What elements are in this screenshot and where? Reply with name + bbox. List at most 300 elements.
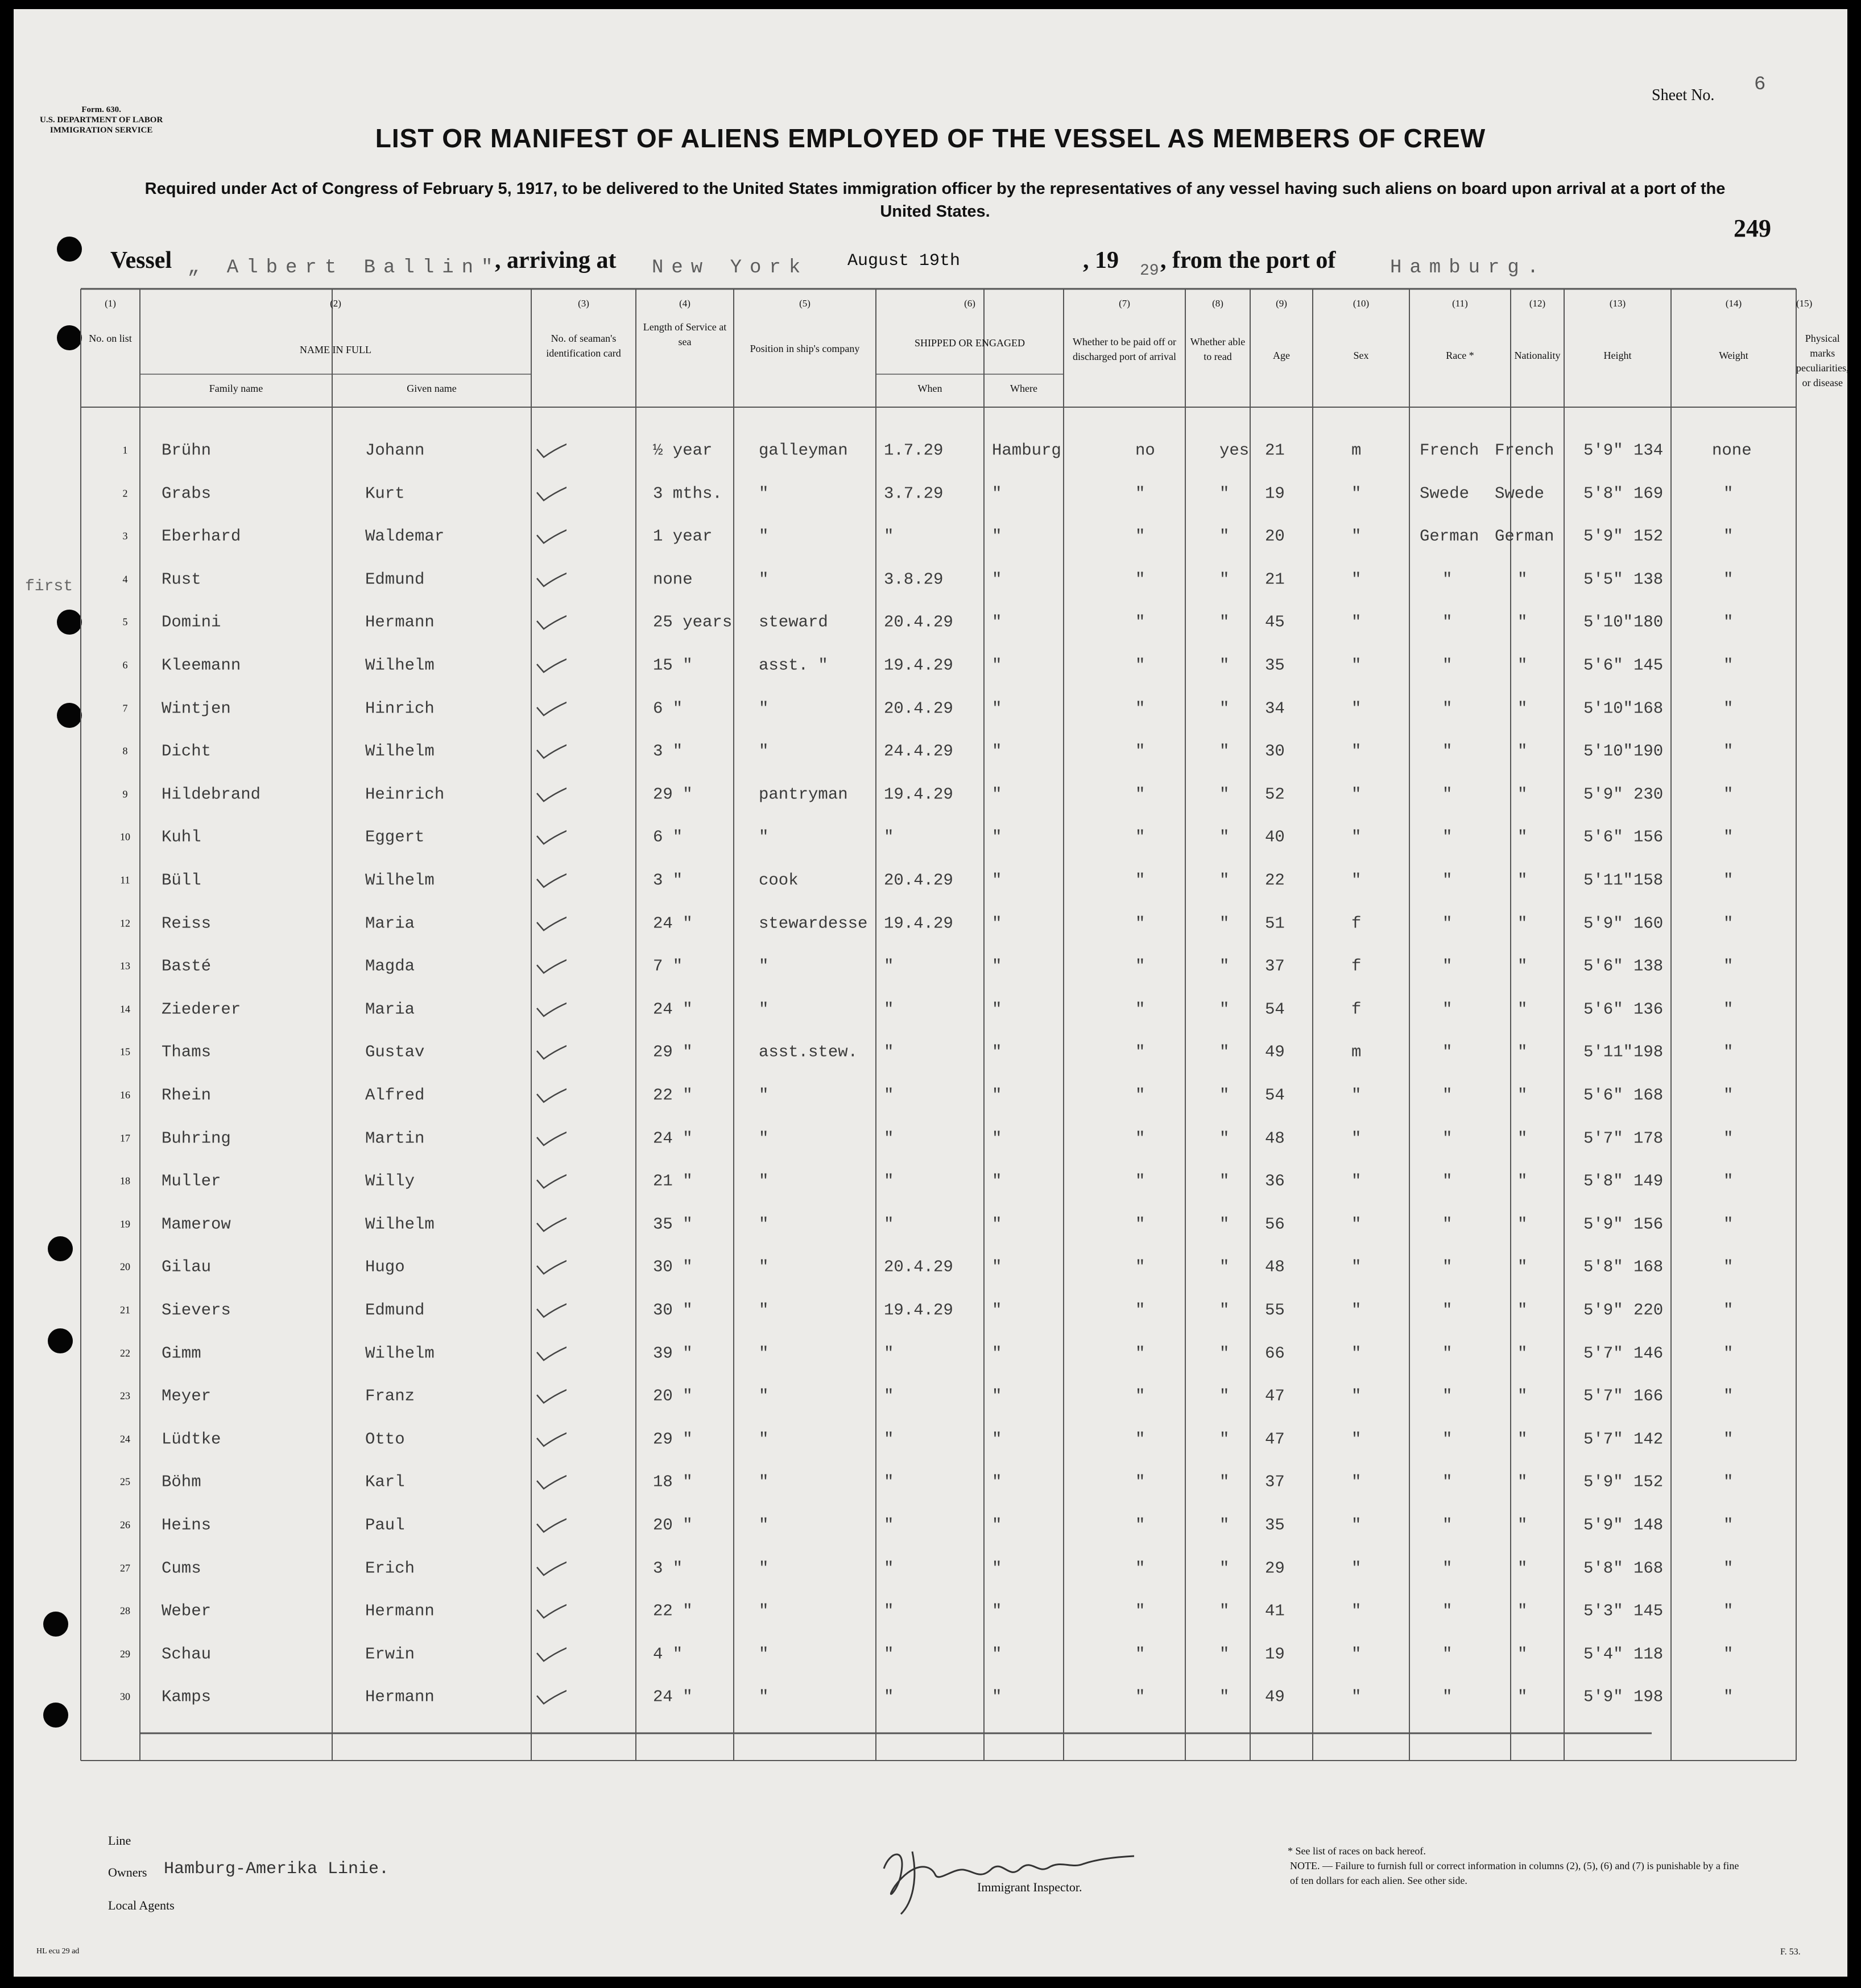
able-to-read-cell: " (1219, 1000, 1230, 1019)
able-to-read-cell: " (1219, 1042, 1230, 1062)
nationality-cell: " (1517, 1301, 1528, 1320)
check-mark-icon (532, 728, 566, 760)
row-number: 19 (120, 1218, 130, 1230)
position-cell: pantryman (759, 785, 848, 804)
paid-off-cell: " (1135, 699, 1145, 718)
physical-marks-cell: " (1723, 1430, 1734, 1449)
race-cell: " (1442, 1301, 1453, 1320)
column-number: (7) (1119, 298, 1130, 309)
race-cell: " (1442, 914, 1453, 933)
check-mark-icon (532, 1674, 566, 1706)
sex-cell: " (1351, 656, 1362, 675)
physical-marks-cell: " (1723, 914, 1734, 933)
nationality-cell: " (1517, 956, 1528, 976)
shipped-when-cell: 20.4.29 (884, 1257, 953, 1277)
shipped-when-cell: " (884, 1344, 894, 1363)
row-number: 18 (120, 1175, 130, 1187)
service-length-cell: 15 " (653, 656, 693, 675)
family-name-cell: Thams (162, 1042, 212, 1062)
position-cell: " (759, 1215, 769, 1234)
weight-cell: 169 (1633, 484, 1664, 503)
paid-off-cell: " (1135, 914, 1145, 933)
given-name-cell: Waldemar (365, 527, 445, 546)
position-cell: steward (759, 612, 828, 632)
age-cell: 35 (1265, 656, 1285, 675)
inspector-label: Immigrant Inspector. (977, 1880, 1082, 1894)
shipped-when-cell: " (884, 1472, 894, 1492)
race-cell: " (1442, 742, 1453, 761)
given-name-cell: Magda (365, 956, 415, 976)
race-cell: " (1442, 1601, 1453, 1621)
shipped-where-cell: " (992, 1687, 1002, 1707)
physical-marks-cell: none (1712, 441, 1752, 460)
able-to-read-cell: " (1219, 914, 1230, 933)
able-to-read-cell: " (1219, 1601, 1230, 1621)
row-number: 22 (120, 1347, 130, 1359)
paid-off-cell: " (1135, 527, 1145, 546)
nationality-cell: " (1517, 1601, 1528, 1621)
shipped-where-cell: " (992, 570, 1002, 589)
weight-cell: 180 (1633, 612, 1664, 632)
row-number: 25 (120, 1476, 130, 1488)
physical-marks-cell: " (1723, 871, 1734, 890)
family-name-cell: Rust (162, 570, 201, 589)
shipped-when-cell: " (884, 1086, 894, 1105)
paid-off-cell: " (1135, 871, 1145, 890)
height-cell: 5'5" (1583, 570, 1623, 589)
shipped-where-cell: " (992, 1645, 1002, 1664)
height-cell: 5'11" (1583, 871, 1633, 890)
age-cell: 36 (1265, 1171, 1285, 1191)
able-to-read-cell: " (1219, 1687, 1230, 1707)
header-when: When (917, 383, 942, 394)
race-cell: " (1442, 699, 1453, 718)
weight-cell: 152 (1633, 1472, 1664, 1492)
given-name-cell: Hinrich (365, 699, 435, 718)
nationality-cell: " (1517, 827, 1528, 847)
able-to-read-cell: " (1219, 699, 1230, 718)
column-number: (11) (1452, 298, 1468, 309)
height-cell: 5'3" (1583, 1601, 1623, 1621)
shipped-where-cell: " (992, 1472, 1002, 1492)
column-number: (9) (1276, 298, 1287, 309)
given-name-cell: Hugo (365, 1257, 405, 1277)
service-length-cell: 39 " (653, 1344, 693, 1363)
position-cell: galleyman (759, 441, 848, 460)
shipped-when-cell: " (884, 1687, 894, 1707)
race-cell: " (1442, 956, 1453, 976)
nationality-cell: German (1495, 527, 1554, 546)
service-length-cell: none (653, 570, 693, 589)
check-mark-icon (532, 1588, 566, 1620)
row-number: 27 (120, 1562, 130, 1574)
margin-note: first (25, 578, 73, 595)
service-length-cell: 22 " (653, 1086, 693, 1105)
height-cell: 5'8" (1583, 484, 1623, 503)
sex-cell: " (1351, 484, 1362, 503)
position-cell: " (759, 1171, 769, 1191)
row-number: 5 (122, 616, 128, 628)
family-name-cell: Böhm (162, 1472, 201, 1492)
able-to-read-cell: " (1219, 656, 1230, 675)
sex-cell: f (1351, 956, 1362, 976)
paid-off-cell: " (1135, 1515, 1145, 1535)
height-cell: 5'6" (1583, 956, 1623, 976)
paid-off-cell: " (1135, 785, 1145, 804)
shipped-where-cell: " (992, 871, 1002, 890)
position-cell: " (759, 1559, 769, 1578)
check-mark-icon (532, 1631, 566, 1663)
row-number: 11 (120, 874, 130, 886)
nationality-cell: " (1517, 1257, 1528, 1277)
shipped-where-cell: " (992, 1257, 1002, 1277)
check-mark-icon (532, 1417, 566, 1448)
stamp-number: 249 (1734, 214, 1771, 242)
given-name-cell: Alfred (365, 1086, 425, 1105)
given-name-cell: Gustav (365, 1042, 425, 1062)
able-to-read-cell: " (1219, 1215, 1230, 1234)
weight-cell: 198 (1633, 1687, 1664, 1707)
height-cell: 5'10" (1583, 612, 1633, 632)
nationality-cell: " (1517, 871, 1528, 890)
physical-marks-cell: " (1723, 1601, 1734, 1621)
race-cell: " (1442, 1645, 1453, 1664)
age-cell: 21 (1265, 570, 1285, 589)
height-cell: 5'9" (1583, 1687, 1623, 1707)
given-name-cell: Edmund (365, 570, 425, 589)
check-mark-icon (532, 1072, 566, 1104)
age-cell: 54 (1265, 1000, 1285, 1019)
column-number: (6) (964, 298, 975, 309)
family-name-cell: Weber (162, 1601, 212, 1621)
line-label: Line (108, 1833, 131, 1848)
check-mark-icon (532, 686, 566, 718)
header-given-name: Given name (407, 383, 457, 394)
sheet-number-label: Sheet No. (1652, 86, 1715, 104)
paid-off-cell: " (1135, 1601, 1145, 1621)
race-cell: " (1442, 1042, 1453, 1062)
height-cell: 5'6" (1583, 827, 1623, 847)
row-number: 12 (120, 917, 130, 929)
row-number: 15 (120, 1046, 130, 1058)
able-to-read-cell: " (1219, 1301, 1230, 1320)
shipped-where-cell: " (992, 1000, 1002, 1019)
check-mark-icon (532, 1116, 566, 1148)
row-number: 23 (120, 1390, 130, 1402)
height-cell: 5'11" (1583, 1042, 1633, 1062)
age-cell: 34 (1265, 699, 1285, 718)
race-cell: " (1442, 656, 1453, 675)
physical-marks-cell: " (1723, 1344, 1734, 1363)
able-to-read-cell: " (1219, 1257, 1230, 1277)
given-name-cell: Wilhelm (365, 1215, 435, 1234)
position-cell: " (759, 1129, 769, 1148)
service-length-cell: 7 " (653, 956, 683, 976)
physical-marks-cell: " (1723, 570, 1734, 589)
height-cell: 5'8" (1583, 1257, 1623, 1277)
races-note: * See list of races on back hereof. (1288, 1845, 1426, 1857)
shipped-when-cell: " (884, 1171, 894, 1191)
vessel-label: Vessel (110, 247, 172, 274)
penalty-note: NOTE. — Failure to furnish full or correct information in columns (2), (5), (6) and (7) is punishable by a fine of ten dollars for each alien. See other side. (1290, 1860, 1739, 1886)
nationality-cell: " (1517, 612, 1528, 632)
shipped-where-cell: " (992, 1042, 1002, 1062)
check-mark-icon (532, 814, 566, 846)
paid-off-cell: " (1135, 1645, 1145, 1664)
paid-off-cell: " (1135, 1129, 1145, 1148)
age-cell: 52 (1265, 785, 1285, 804)
shipped-where-cell: " (992, 656, 1002, 675)
row-number: 6 (122, 659, 128, 671)
sex-cell: " (1351, 1645, 1362, 1664)
service-length-cell: 24 " (653, 914, 693, 933)
given-name-cell: Eggert (365, 827, 425, 847)
race-cell: " (1442, 1430, 1453, 1449)
inspector-signature (867, 1829, 1185, 1920)
height-cell: 5'6" (1583, 1000, 1623, 1019)
weight-cell: 168 (1633, 699, 1664, 718)
race-cell: " (1442, 1086, 1453, 1105)
service-length-cell: 4 " (653, 1645, 683, 1664)
shipped-where-cell: " (992, 1215, 1002, 1234)
age-cell: 35 (1265, 1515, 1285, 1535)
check-mark-icon (532, 858, 566, 889)
position-cell: " (759, 827, 769, 847)
check-mark-icon (532, 1244, 566, 1276)
check-mark-icon (532, 1029, 566, 1061)
paid-off-cell: " (1135, 484, 1145, 503)
height-cell: 5'9" (1583, 1301, 1623, 1320)
weight-cell: 136 (1633, 1000, 1664, 1019)
given-name-cell: Wilhelm (365, 656, 435, 675)
age-cell: 20 (1265, 527, 1285, 546)
nationality-cell: " (1517, 1386, 1528, 1406)
sex-cell: m (1351, 1042, 1362, 1062)
paid-off-cell: " (1135, 1301, 1145, 1320)
vessel-name-value: „ Albert Ballin" (188, 257, 501, 279)
row-number: 4 (122, 573, 128, 585)
nationality-cell: " (1517, 1042, 1528, 1062)
check-mark-icon (532, 772, 566, 804)
shipped-when-cell: " (884, 1645, 894, 1664)
given-name-cell: Erwin (365, 1645, 415, 1664)
check-mark-icon (532, 1331, 566, 1362)
paid-off-cell: " (1135, 1171, 1145, 1191)
position-cell: " (759, 527, 769, 546)
check-mark-icon (532, 557, 566, 589)
column-number: (10) (1353, 298, 1370, 309)
family-name-cell: Meyer (162, 1386, 212, 1406)
given-name-cell: Hermann (365, 1687, 435, 1707)
given-name-cell: Johann (365, 441, 425, 460)
sex-cell: " (1351, 1515, 1362, 1535)
sex-cell: " (1351, 1257, 1362, 1277)
position-cell: " (759, 484, 769, 503)
shipped-when-cell: 19.4.29 (884, 1301, 953, 1320)
column-number: (13) (1609, 298, 1626, 309)
shipped-when-cell: " (884, 1386, 894, 1406)
nationality-cell: " (1517, 1171, 1528, 1191)
family-name-cell: Domini (162, 612, 221, 632)
row-number: 9 (122, 788, 128, 800)
physical-marks-cell: " (1723, 527, 1734, 546)
race-cell: " (1442, 1344, 1453, 1363)
height-cell: 5'7" (1583, 1430, 1623, 1449)
paid-off-cell: " (1135, 1430, 1145, 1449)
sex-cell: " (1351, 527, 1362, 546)
shipped-where-cell: " (992, 612, 1002, 632)
position-cell: " (759, 1430, 769, 1449)
race-cell: " (1442, 612, 1453, 632)
sex-cell: m (1351, 441, 1362, 460)
owners-value: Hamburg-Amerika Linie. (164, 1859, 390, 1879)
age-cell: 29 (1265, 1559, 1285, 1578)
shipped-when-cell: " (884, 1042, 894, 1062)
weight-cell: 168 (1633, 1086, 1664, 1105)
arrival-date: August 19th (847, 251, 961, 271)
shipped-when-cell: 19.4.29 (884, 914, 953, 933)
header-weight: Weight (1719, 350, 1748, 361)
check-mark-icon (532, 901, 566, 933)
weight-cell: 145 (1633, 656, 1664, 675)
row-number: 24 (120, 1433, 130, 1445)
sheet-number-value: 6 (1754, 74, 1766, 96)
age-cell: 48 (1265, 1257, 1285, 1277)
sex-cell: " (1351, 1687, 1362, 1707)
family-name-cell: Reiss (162, 914, 212, 933)
header-able-to-read: Whether able to read (1190, 336, 1246, 362)
check-mark-icon (532, 643, 566, 674)
column-number: (5) (799, 298, 810, 309)
nationality-cell: " (1517, 785, 1528, 804)
sex-cell: " (1351, 570, 1362, 589)
service-length-cell: 24 " (653, 1129, 693, 1148)
weight-cell: 178 (1633, 1129, 1664, 1148)
paid-off-cell: " (1135, 1559, 1145, 1578)
nationality-cell: " (1517, 570, 1528, 589)
shipped-where-cell: " (992, 742, 1002, 761)
shipped-when-cell: " (884, 1129, 894, 1148)
age-cell: 41 (1265, 1601, 1285, 1621)
given-name-cell: Maria (365, 1000, 415, 1019)
physical-marks-cell: " (1723, 1386, 1734, 1406)
given-name-cell: Karl (365, 1472, 405, 1492)
able-to-read-cell: " (1219, 827, 1230, 847)
paid-off-cell: " (1135, 1215, 1145, 1234)
race-cell: " (1442, 1257, 1453, 1277)
nationality-cell: " (1517, 1430, 1528, 1449)
sex-cell: " (1351, 742, 1362, 761)
row-number: 30 (120, 1691, 130, 1703)
position-cell: " (759, 1386, 769, 1406)
height-cell: 5'8" (1583, 1171, 1623, 1191)
column-number: (3) (578, 298, 589, 309)
race-cell: " (1442, 1687, 1453, 1707)
nationality-cell: " (1517, 1645, 1528, 1664)
owners-label: Owners (108, 1865, 147, 1879)
age-cell: 37 (1265, 1472, 1285, 1492)
given-name-cell: Wilhelm (365, 871, 435, 890)
shipped-where-cell: " (992, 1344, 1002, 1363)
age-cell: 48 (1265, 1129, 1285, 1148)
service-length-cell: 29 " (653, 1042, 693, 1062)
position-cell: " (759, 1086, 769, 1105)
position-cell: asst.stew. (759, 1042, 858, 1062)
family-name-cell: Büll (162, 871, 201, 890)
service-length-cell: 29 " (653, 785, 693, 804)
service-length-cell: 25 years (653, 612, 733, 632)
nationality-cell: " (1517, 1129, 1528, 1148)
age-cell: 21 (1265, 441, 1285, 460)
shipped-where-cell: " (992, 1301, 1002, 1320)
weight-cell: 146 (1633, 1344, 1664, 1363)
paid-off-cell: " (1135, 742, 1145, 761)
row-number: 28 (120, 1605, 130, 1617)
given-name-cell: Wilhelm (365, 1344, 435, 1363)
page-title: LIST OR MANIFEST OF ALIENS EMPLOYED OF THE VESSEL AS MEMBERS OF CREW (375, 123, 1486, 153)
height-cell: 5'10" (1583, 742, 1633, 761)
sex-cell: f (1351, 1000, 1362, 1019)
shipped-when-cell: 20.4.29 (884, 871, 953, 890)
from-port-label: , from the port of (1160, 247, 1336, 274)
shipped-where-cell: " (992, 1559, 1002, 1578)
sex-cell: " (1351, 1086, 1362, 1105)
age-cell: 45 (1265, 612, 1285, 632)
age-cell: 49 (1265, 1687, 1285, 1707)
physical-marks-cell: " (1723, 612, 1734, 632)
shipped-where-cell: " (992, 827, 1002, 847)
race-cell: Swede (1420, 484, 1470, 503)
weight-cell: 156 (1633, 1215, 1664, 1234)
nationality-cell: " (1517, 1215, 1528, 1234)
shipped-where-cell: " (992, 699, 1002, 718)
race-cell: German (1420, 527, 1479, 546)
column-number: (1) (105, 298, 116, 309)
shipped-when-cell: " (884, 1215, 894, 1234)
family-name-cell: Kamps (162, 1687, 212, 1707)
position-cell: " (759, 1257, 769, 1277)
family-name-cell: Cums (162, 1559, 201, 1578)
row-number: 29 (120, 1648, 130, 1660)
service-name: IMMIGRATION SERVICE (49, 126, 153, 135)
weight-cell: 145 (1633, 1601, 1664, 1621)
physical-marks-cell: " (1723, 1215, 1734, 1234)
given-name-cell: Edmund (365, 1301, 425, 1320)
family-name-cell: Kleemann (162, 656, 241, 675)
shipped-where-cell: " (992, 527, 1002, 546)
position-cell: " (759, 1515, 769, 1535)
service-length-cell: 24 " (653, 1000, 693, 1019)
given-name-cell: Heinrich (365, 785, 445, 804)
shipped-where-cell: " (992, 1601, 1002, 1621)
header-shipped: SHIPPED OR ENGAGED (914, 337, 1025, 349)
sex-cell: " (1351, 1472, 1362, 1492)
position-cell: " (759, 742, 769, 761)
position-cell: " (759, 1000, 769, 1019)
height-cell: 5'9" (1583, 785, 1623, 804)
weight-cell: 156 (1633, 827, 1664, 847)
height-cell: 5'9" (1583, 441, 1623, 460)
paid-off-cell: " (1135, 956, 1145, 976)
header-no-on-list: No. on list (89, 333, 132, 344)
service-length-cell: 6 " (653, 699, 683, 718)
sex-cell: " (1351, 1129, 1362, 1148)
shipped-when-cell: 19.4.29 (884, 785, 953, 804)
shipped-when-cell: 3.7.29 (884, 484, 944, 503)
service-length-cell: 3 " (653, 1559, 683, 1578)
service-length-cell: ½ year (653, 441, 713, 460)
service-length-cell: 18 " (653, 1472, 693, 1492)
